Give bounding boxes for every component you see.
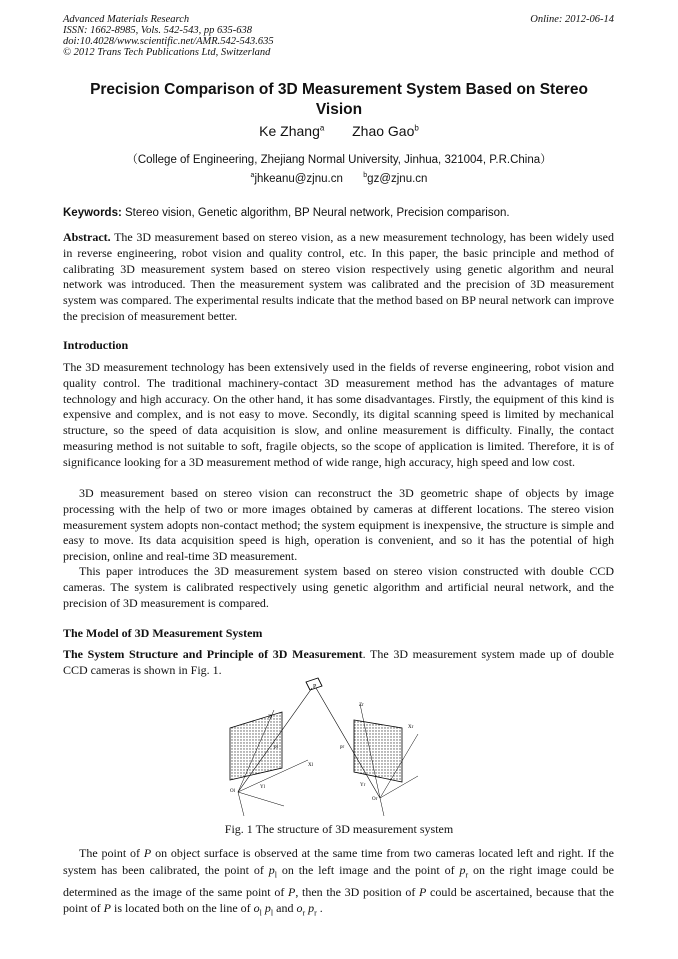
email-list — [0, 172, 678, 185]
label-xr: Xr — [408, 725, 414, 730]
journal-header — [63, 14, 274, 58]
label-zl: Zl — [268, 715, 273, 720]
intro-paragraph-1: The 3D measurement technology has been extensively used in the fields of reverse engineering, robot vision and quality control. The traditional machinery-contact 3D measurement method has the advantages of mature technology and high accuracy. On the other hand, it has some disadvantages. Firstly, the equipment of this kind is expensive and complex, and is not easy to move. Secondly, its digital scanning speed is limited by mechanical structure, so the speed of data acquisition is slow, and online measurement is difficulty. Finally, the contact measuring method is not suitable to soft, fragile objects, so the scope of application is limited. Therefore, it is of significance looking for a 3D measurement method of wide range, high accuracy, high speed and low cost. — [63, 360, 614, 469]
online-date: Online: 2012-06-14 — [530, 14, 614, 25]
author-list — [0, 123, 678, 139]
figure-caption: Fig. 1 The structure of 3D measurement system — [224, 822, 454, 836]
doi-line: doi:10.4028/www.scientific.net/AMR.542-543.635 — [63, 36, 274, 47]
label-ol: Ol — [230, 789, 235, 794]
abstract-text: The 3D measurement based on stereo vision, as a new measurement technology, has been widely used in reverse engineering, robot vision and quality control, etc. In this paper, the basic principle and method of calibrating 3D measurement system based on stereo vision respectively using genetic algorithm and neural network was introduced. Then the measurement system was calibrated and the precision of 3D measurement system was compared. The experimental results indicate that the method based on BP neural network can improve the precision of measurement better. — [63, 230, 614, 323]
label-yr: Yr — [360, 783, 366, 788]
section-heading-model: The Model of 3D Measurement System — [63, 626, 263, 640]
label-zr: Zr — [359, 703, 364, 708]
author-name: Zhao Gao — [352, 123, 415, 139]
label-or: Or — [372, 797, 378, 802]
copyright-line: © 2012 Trans Tech Publications Ltd, Switzerland — [63, 47, 271, 58]
label-p: P — [313, 684, 317, 690]
affiliation: （College of Engineering, Zhejiang Normal University, Jinhua, 321004, P.R.China） — [126, 154, 552, 166]
email-sup: a — [250, 172, 255, 179]
label-xl: Xl — [308, 763, 313, 768]
object-point-p — [306, 678, 322, 690]
label-pl: pl — [274, 745, 278, 750]
issn-line: ISSN: 1662-8985, Vols. 542-543, pp 635-638 — [63, 25, 252, 36]
abstract-label: Abstract. — [63, 230, 111, 244]
author-name: Ke Zhang — [259, 123, 320, 139]
keywords-text: Stereo vision, Genetic algorithm, BP Neural network, Precision comparison. — [125, 207, 510, 219]
author-sup: a — [319, 123, 325, 133]
intro-paragraph-3: This paper introduces the 3D measurement system based on stereo vision constructed with double CCD cameras. The system is calibrated respectively using genetic algorithm and artificial neural network, and the precision of 3D measurement is compared. — [63, 564, 614, 610]
author-sup: b — [414, 123, 419, 133]
abstract — [63, 230, 614, 325]
label-yl: Yl — [260, 785, 265, 790]
keywords-label: Keywords: — [63, 207, 122, 219]
subsection-text: . The 3D measurement system made up of double CCD cameras is shown in Fig. 1. — [63, 647, 614, 677]
email-sup: b — [363, 172, 368, 179]
section-heading-introduction: Introduction — [63, 338, 129, 352]
label-pr: pr — [340, 745, 345, 750]
model-paragraph: The point of P on object surface is observed at the same time from two cameras located left and right. If the system has been calibrated, the point of $p_l$ on the left image and the point of $p_r$ on the right image could be determined as the image of the same point of P, then the 3D position of P could be ascertained, because that the point of P is located both on the line of $o_l$ $p_l$ and $o_r$ $p_r$ . — [63, 846, 614, 918]
email-address[interactable]: gz@zjnu.cn — [367, 172, 428, 185]
email-address[interactable]: jhkeanu@zjnu.cn — [254, 172, 343, 185]
keywords — [63, 207, 615, 219]
paper-title: Precision Comparison of 3D Measurement System Based on Stereo Vision — [90, 81, 588, 118]
journal-name: Advanced Materials Research — [63, 14, 190, 25]
intro-paragraph-2: 3D measurement based on stereo vision can reconstruct the 3D geometric shape of objects by image processing with the help of two or more images obtained by cameras at different locations. The stereo vision measurement system adopts non-contact method; the system equipment is inexpensive, the structure is simple and easy to move. Its data acquisition speed is high, operation is convenient, and so it has the potential of high precision, online and real-time 3D measurement. — [63, 486, 614, 564]
subsection-label: The System Structure and Principle of 3D Measurement — [63, 647, 363, 661]
figure-stereo-system — [222, 676, 430, 818]
subsection-paragraph — [63, 647, 614, 679]
